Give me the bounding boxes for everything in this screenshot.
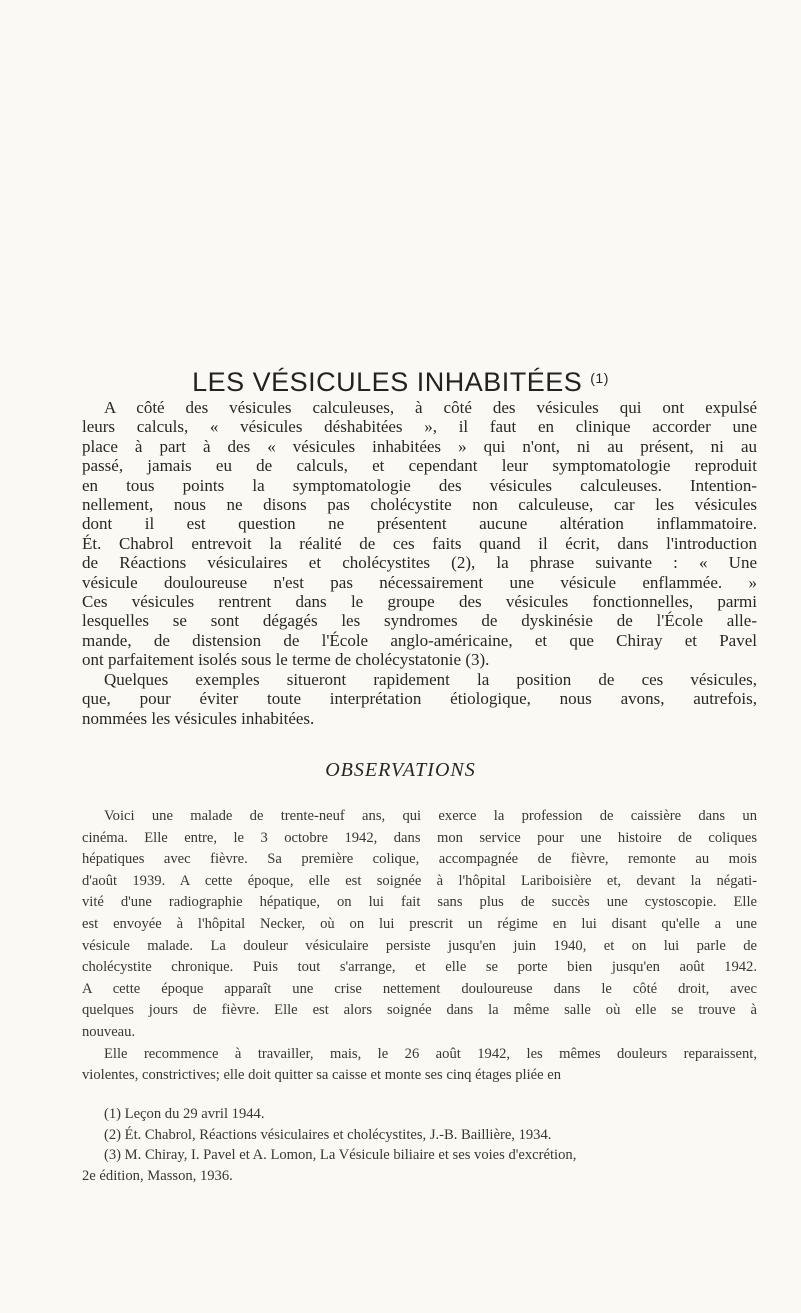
text-line: Elle recommence à travailler, mais, le 26 août 1942, les mêmes douleurs reparaissent, bbox=[104, 1045, 757, 1062]
text-line: vité d'une radiographie hépatique, on lui fait sans plus de succès une cystoscopie. Elle bbox=[82, 894, 757, 911]
text-line: A cette époque apparaît une crise nettement douloureuse dans le côté droit, avec bbox=[82, 980, 757, 997]
text-line: leurs calculs, « vésicules déshabitées », il faut en clinique accorder une bbox=[82, 417, 757, 437]
observations-text bbox=[82, 806, 757, 1087]
text-line: place à part à des « vésicules inhabitées » qui n'ont, ni au présent, ni au bbox=[82, 436, 757, 456]
text-line: Quelques exemples situeront rapidement la position de ces vésicules, bbox=[104, 669, 757, 689]
text-line: nouveau. bbox=[82, 1023, 136, 1040]
text-line: cinéma. Elle entre, le 3 octobre 1942, dans mon service pour une histoire de coliques bbox=[82, 829, 757, 846]
text-line: nommées les vésicules inhabitées. bbox=[82, 708, 315, 728]
text-line: ont parfaitement isolés sous le terme de cholécystatonie (3). bbox=[82, 650, 490, 670]
text-line: lesquelles se sont dégagés les syndromes de dyskinésie de l'École alle- bbox=[82, 611, 757, 631]
text-line: en tous points la symptomatologie des vésicules calculeuses. Intention- bbox=[82, 475, 757, 495]
footnote-ref: (1) bbox=[590, 370, 609, 386]
title-text: LES VÉSICULES INHABITÉES bbox=[192, 367, 583, 397]
page-title bbox=[0, 362, 801, 398]
footnote: (2) Ét. Chabrol, Réactions vésiculaires et cholécystites, J.-B. Baillière, 1934. bbox=[104, 1126, 552, 1143]
text-line: de Réactions vésiculaires et cholécystites (2), la phrase suivante : « Une bbox=[82, 553, 757, 573]
text-line: vésicule douloureuse n'est pas nécessairement une vésicule enflammée. » bbox=[82, 572, 757, 592]
text-line: est envoyée à l'hôpital Necker, où on lui prescrit un régime en lui disant qu'elle a une bbox=[82, 915, 757, 932]
text-line: violentes, constrictives; elle doit quitter sa caisse et monte ses cinq étages pliée en bbox=[82, 1067, 562, 1084]
text-line: A côté des vésicules calculeuses, à côté des vésicules qui ont expulsé bbox=[104, 398, 757, 417]
footnote: 2e édition, Masson, 1936. bbox=[82, 1167, 233, 1184]
text-line: dont il est question ne présentent aucune altération inflammatoire. bbox=[82, 514, 757, 534]
text-line: vésicule malade. La douleur vésiculaire persiste jusqu'en juin 1940, et on lui parle de bbox=[82, 937, 757, 954]
text-line: hépatiques avec fièvre. Sa première colique, accompagnée de fièvre, remonte au mois bbox=[82, 851, 757, 868]
footnote: (1) Leçon du 29 avril 1944. bbox=[104, 1106, 265, 1122]
text-line: quelques jours de fièvre. Elle est alors soignée dans la même salle où elle se trouve à bbox=[82, 1002, 757, 1019]
footnotes bbox=[82, 1104, 757, 1186]
text-line: Voici une malade de trente-neuf ans, qui exerce la profession de caissière dans un bbox=[104, 808, 757, 824]
text-line: Ces vésicules rentrent dans le groupe des vésicules fonctionnelles, parmi bbox=[82, 592, 757, 612]
main-text bbox=[82, 398, 757, 728]
footnote: (3) M. Chiray, I. Pavel et A. Lomon, La Vésicule biliaire et ses voies d'excrétion, bbox=[104, 1147, 577, 1163]
text-line: que, pour éviter toute interprétation étiologique, nous avons, autrefois, bbox=[82, 689, 757, 709]
text-line: passé, jamais eu de calculs, et cependant leur symptomatologie reproduit bbox=[82, 456, 757, 476]
text-line: d'août 1939. A cette époque, elle est soignée à l'hôpital Lariboisière et, devant la négati- bbox=[82, 872, 757, 889]
text-line: cholécystite chronique. Puis tout s'arrange, et elle se porte bien jusqu'en août 1942. bbox=[82, 959, 757, 976]
text-line: nellement, nous ne disons pas cholécystite non calculeuse, car les vésicules bbox=[82, 495, 757, 515]
observations-heading: OBSERVATIONS bbox=[325, 759, 476, 781]
text-line: Ét. Chabrol entrevoit la réalité de ces faits quand il écrit, dans l'introduction bbox=[82, 533, 757, 553]
text-line: mande, de distension de l'École anglo-américaine, et que Chiray et Pavel bbox=[82, 630, 757, 650]
